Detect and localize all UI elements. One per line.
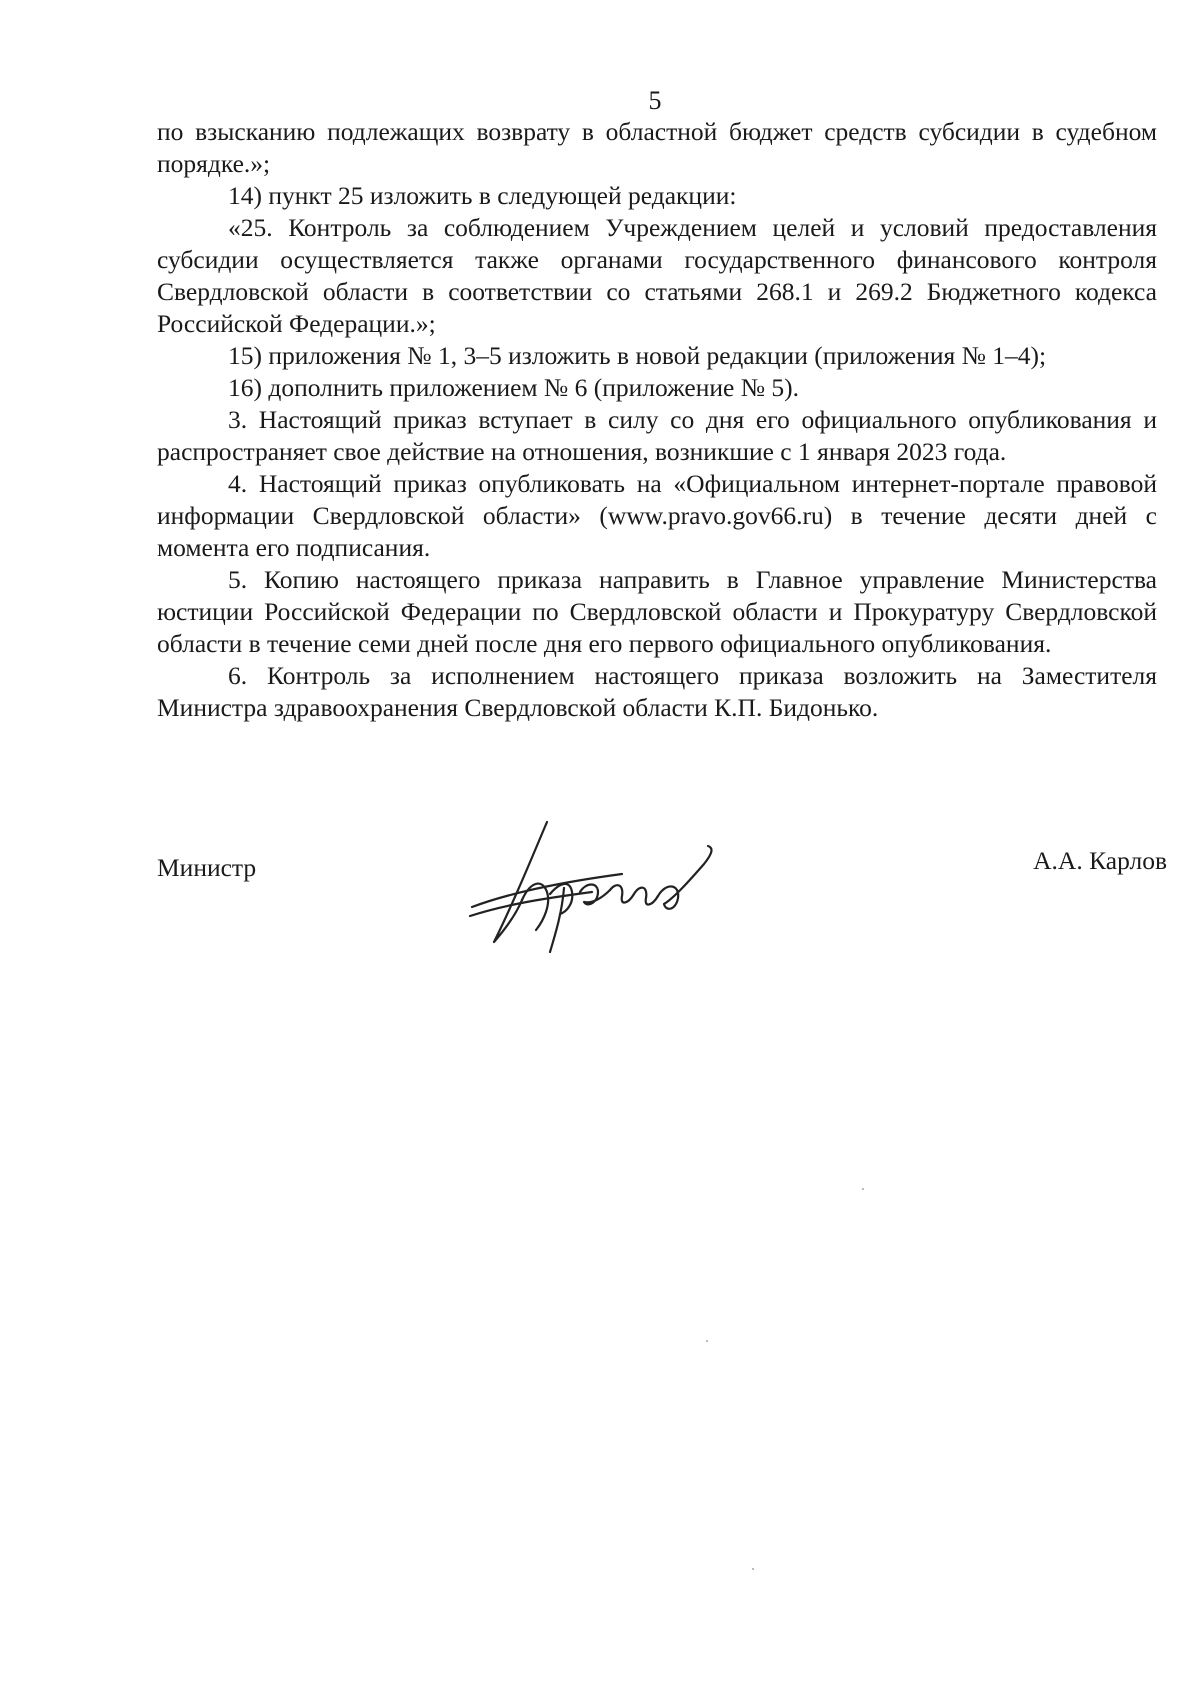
signature-block — [157, 830, 1167, 950]
paragraph-point-4: 4. Настоящий приказ опубликовать на «Официальном интернет-портале правовой информации Свердловской области» (www.pravo.gov66.ru) в течение десяти дней с момента его подписания. — [157, 469, 1157, 562]
paragraph-item-14: 14) пункт 25 изложить в следующей редакции: — [228, 181, 737, 210]
paragraph-item-16: 16) дополнить приложением № 6 (приложение № 5). — [228, 373, 800, 402]
paragraph-item-15: 15) приложения № 1, 3–5 изложить в новой редакции (приложения № 1–4); — [228, 341, 1047, 370]
paragraph-continuation: по взысканию подлежащих возврату в областной бюджет средств субсидии в судебном порядке.»; — [157, 117, 1157, 178]
signatory-name: А.А. Карлов — [1033, 846, 1167, 875]
scan-speck — [752, 1568, 754, 1570]
paragraph-point-5: 5. Копию настоящего приказа направить в Главное управление Министерства юстиции Российской Федерации по Свердловской области и Прокуратуру Свердловской области в течение семи дней после дня его первого официального опубликования. — [157, 565, 1157, 658]
paragraph-clause-25: «25. Контроль за соблюдением Учреждением целей и условий предоставления субсидии осуществляется также органами государственного финансового контроля Свердловской области в соответствии со статьями 268.1 и 269.2 Бюджетного кодекса Российской Федерации.»; — [157, 213, 1157, 338]
handwritten-signature — [452, 812, 752, 962]
scan-speck — [862, 1188, 864, 1190]
paragraph-point-6: 6. Контроль за исполнением настоящего приказа возложить на Заместителя Министра здравоохранения Свердловской области К.П. Бидонько. — [157, 661, 1157, 722]
paragraph-point-3: 3. Настоящий приказ вступает в силу со дня его официального опубликования и распространяет свое действие на отношения, возникшие с 1 января 2023 года. — [157, 405, 1157, 466]
signatory-position: Министр — [157, 853, 257, 882]
document-body — [157, 116, 1157, 724]
scan-speck — [706, 1340, 708, 1342]
page-number: 5 — [648, 86, 662, 115]
